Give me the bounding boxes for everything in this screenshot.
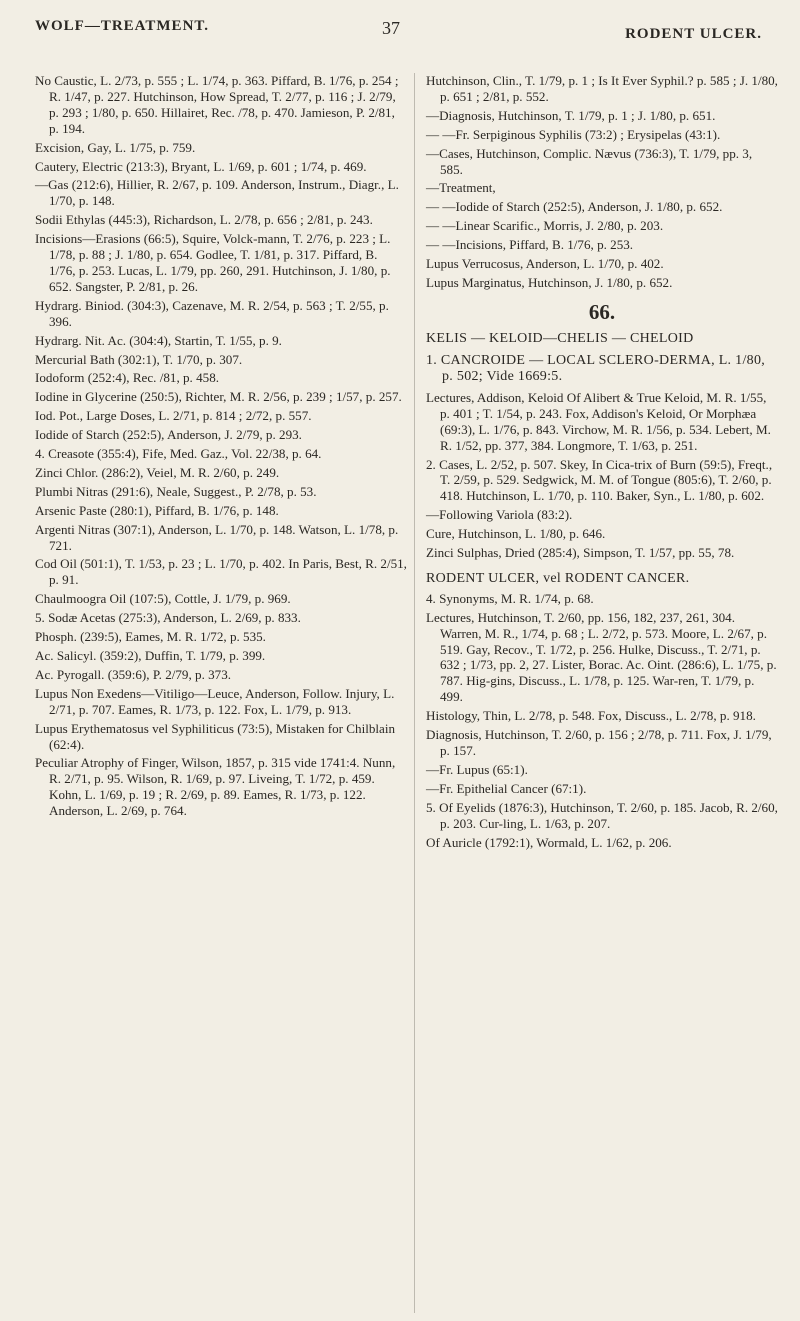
entry: Iodine in Glycerine (250:5), Richter, M. R. 2/56, p. 239 ; 1/57, p. 257. [35,389,402,405]
entry: Iod. Pot., Large Doses, L. 2/71, p. 814 ; 2/72, p. 557. [35,408,312,424]
rodent-ulcer-heading: RODENT ULCER, vel RODENT CANCER. [426,570,690,586]
entry: —Diagnosis, Hutchinson, T. 1/79, p. 1 ; J. 1/80, p. 651. [426,107,716,123]
entry: 4. Creasote (355:4), Fife, Med. Gaz., Vol. 22/38, p. 64. [35,446,322,462]
entry: Hydrarg. Biniod. (304:3), Cazenave, M. R. 2/54, p. 563 ; T. 2/55, p. 396. [35,297,389,329]
entry: Sodii Ethylas (445:3), Richardson, L. 2/78, p. 656 ; 2/81, p. 243. [35,212,373,228]
entry: Chaulmoogra Oil (107:5), Cottle, J. 1/79, p. 969. [35,591,291,607]
entry: —Following Variola (83:2). [426,507,573,523]
entry: Cod Oil (501:1), T. 1/53, p. 23 ; L. 1/70, p. 402. In Paris, Best, R. 2/51, p. 91. [35,556,407,588]
running-header [0,18,800,48]
entry: Ac. Salicyl. (359:2), Duffin, T. 1/79, p. 399. [35,648,266,663]
entry: Iodide of Starch (252:5), Anderson, J. 2/79, p. 293. [35,427,302,443]
entry: Hydrarg. Nit. Ac. (304:4), Startin, T. 1/55, p. 9. [35,332,282,348]
entry: Mercurial Bath (302:1), T. 1/70, p. 307. [35,351,243,367]
entry: Iodoform (252:4), Rec. /81, p. 458. [35,370,220,386]
entry: — —Fr. Serpiginous Syphilis (73:2) ; Erysipelas (43:1). [426,126,721,142]
section-title: KELIS — KELOID—CHELIS — CHELOID [426,330,694,346]
entry: Zinci Sulphas, Dried (285:4), Simpson, T. 1/57, pp. 55, 78. [426,545,735,561]
entry: Plumbi Nitras (291:6), Neale, Suggest., P. 2/78, p. 53. [35,483,317,499]
entry: 2. Cases, L. 2/52, p. 507. Skey, In Cica-trix of Burn (59:5), Freqt., T. 2/59, p. 529. Sedgwick, M. M. of Tongue (805:6), T. 2/60, p. 418. Hutchinson, L. 1/70, p. 110. Baker, Syn., L. 1/80, p. 602. [426,456,773,504]
entry: —Treatment, [426,180,496,196]
entry: Arsenic Paste (280:1), Piffard, B. 1/76, p. 148. [35,502,279,518]
entry: Lectures, Addison, Keloid Of Alibert & True Keloid, M. R. 1/55, p. 401 ; T. 1/54, p. 243. Fox, Addison's Keloid, Or Morphæa (69:3), L. 1/76, p. 843. Virchow, M. R. 1/56, p. 534. Lebert, M. R. 1/52, pp. 377, 384. Longmore, T. 1/63, p. 251. [426,389,771,453]
entry: Lectures, Hutchinson, T. 2/60, pp. 156, 182, 237, 261, 304. Warren, M. R., 1/74, p. 68 ; L. 2/72, p. 573. Moore, L. 2/67, p. 519. Gay, Recov., T. 1/72, p. 256. Hulke, Discuss., T. 2/71, p. 632 ; 1/73, pp. 2, 27. Lister, Borac. Ac. Oint. (286:6), L. 1/75, p. 787. Hig-gins, Discuss., L. 1/78, p. 125. War-ren, T. 1/79, p. 499. [426,609,777,705]
entry: Hutchinson, Clin., T. 1/79, p. 1 ; Is It Ever Syphil.? p. 585 ; J. 1/80, p. 651 ; 2/81, p. 552. [426,73,778,104]
entry: —Gas (212:6), Hillier, R. 2/67, p. 109. Anderson, Instrum., Diagr., L. 1/70, p. 148. [35,177,399,209]
entry: Argenti Nitras (307:1), Anderson, L. 1/70, p. 148. Watson, L. 1/78, p. 721. [35,521,399,553]
entry: — —Incisions, Piffard, B. 1/76, p. 253. [426,237,634,253]
page-number: 37 [382,18,400,38]
header-left: WOLF—TREATMENT. [35,18,210,34]
entry: Lupus Erythematosus vel Syphiliticus (73:5), Mistaken for Chilblain (62:4). [35,720,396,752]
left-column [35,73,407,822]
section-subtitle: 1. CANCROIDE — LOCAL SCLERO-DERMA, L. 1/80, p. 502; Vide 1669:5. [426,352,766,384]
entry: Incisions—Erasions (66:5), Squire, Volck-mann, T. 2/76, p. 223 ; L. 1/78, p. 88 ; J. 1/80, p. 654. Godlee, T. 1/81, p. 317. Piffard, B. 1/76, p. 253. Lucas, L. 1/79, pp. 260, 291. Hutchinson, J. 1/80, p. 652. Sangster, P. 2/81, p. 26. [35,231,391,294]
entry: Peculiar Atrophy of Finger, Wilson, 1857, p. 315 vide 1741:4. Nunn, R. 2/71, p. 95. Wilson, R. 1/69, p. 97. Liveing, T. 1/72, p. 459. Kohn, L. 1/69, p. 19 ; R. 2/69, p. 89. Eames, R. 1/73, p. 122. Anderson, L. 2/69, p. 764. [35,755,396,819]
entry: Cure, Hutchinson, L. 1/80, p. 646. [426,526,606,542]
header-right: RODENT ULCER. [625,26,762,42]
entry: Ac. Pyrogall. (359:6), P. 2/79, p. 373. [35,666,232,682]
entry: 5. Of Eyelids (1876:3), Hutchinson, T. 2/60, p. 185. Jacob, R. 2/60, p. 203. Cur-ling, L. 1/63, p. 207. [426,799,778,831]
entry: Lupus Non Exedens—Vitiligo—Leuce, Anderson, Follow. Injury, L. 2/71, p. 707. Eames, R. 1/73, p. 122. Fox, L. 1/79, p. 913. [35,685,395,717]
entry: —Fr. Epithelial Cancer (67:1). [426,780,587,796]
entry: 5. Sodæ Acetas (275:3), Anderson, L. 2/69, p. 833. [35,610,301,626]
entry: Excision, Gay, L. 1/75, p. 759. [35,139,196,155]
entry: Of Auricle (1792:1), Wormald, L. 1/62, p. 206. [426,834,672,850]
entry: Zinci Chlor. (286:2), Veiel, M. R. 2/60, p. 249. [35,464,280,480]
entry: Diagnosis, Hutchinson, T. 2/60, p. 156 ; 2/78, p. 711. Fox, J. 1/79, p. 157. [426,727,772,758]
entry: —Fr. Lupus (65:1). [426,761,528,777]
entry: Cautery, Electric (213:3), Bryant, L. 1/69, p. 601 ; 1/74, p. 469. [35,158,367,174]
entry: — —Iodide of Starch (252:5), Anderson, J. 1/80, p. 652. [426,199,723,215]
entry: Lupus Verrucosus, Anderson, L. 1/70, p. 402. [426,256,664,272]
entry: Phosph. (239:5), Eames, M. R. 1/72, p. 535. [35,629,266,645]
entry: 4. Synonyms, M. R. 1/74, p. 68. [426,590,594,606]
section-number: 66. [588,299,616,324]
entry: No Caustic, L. 2/73, p. 555 ; L. 1/74, p. 363. Piffard, B. 1/76, p. 254 ; R. 1/47, p. 227. Hutchinson, How Spread, T. 2/77, p. 116 ; J. 2/79, p. 293 ; 1/80, p. 650. Hillairet, Rec. /78, p. 470. Jamieson, P. 2/81, p. 194. [35,73,399,136]
column-divider [414,73,415,1313]
right-column [426,73,778,853]
entry: Lupus Marginatus, Hutchinson, J. 1/80, p. 652. [426,274,673,290]
entry: — —Linear Scarific., Morris, J. 2/80, p. 203. [426,218,664,234]
entry: —Cases, Hutchinson, Complic. Nævus (736:3), T. 1/79, pp. 3, 585. [426,145,753,177]
entry: Histology, Thin, L. 2/78, p. 548. Fox, Discuss., L. 2/78, p. 918. [426,708,756,724]
